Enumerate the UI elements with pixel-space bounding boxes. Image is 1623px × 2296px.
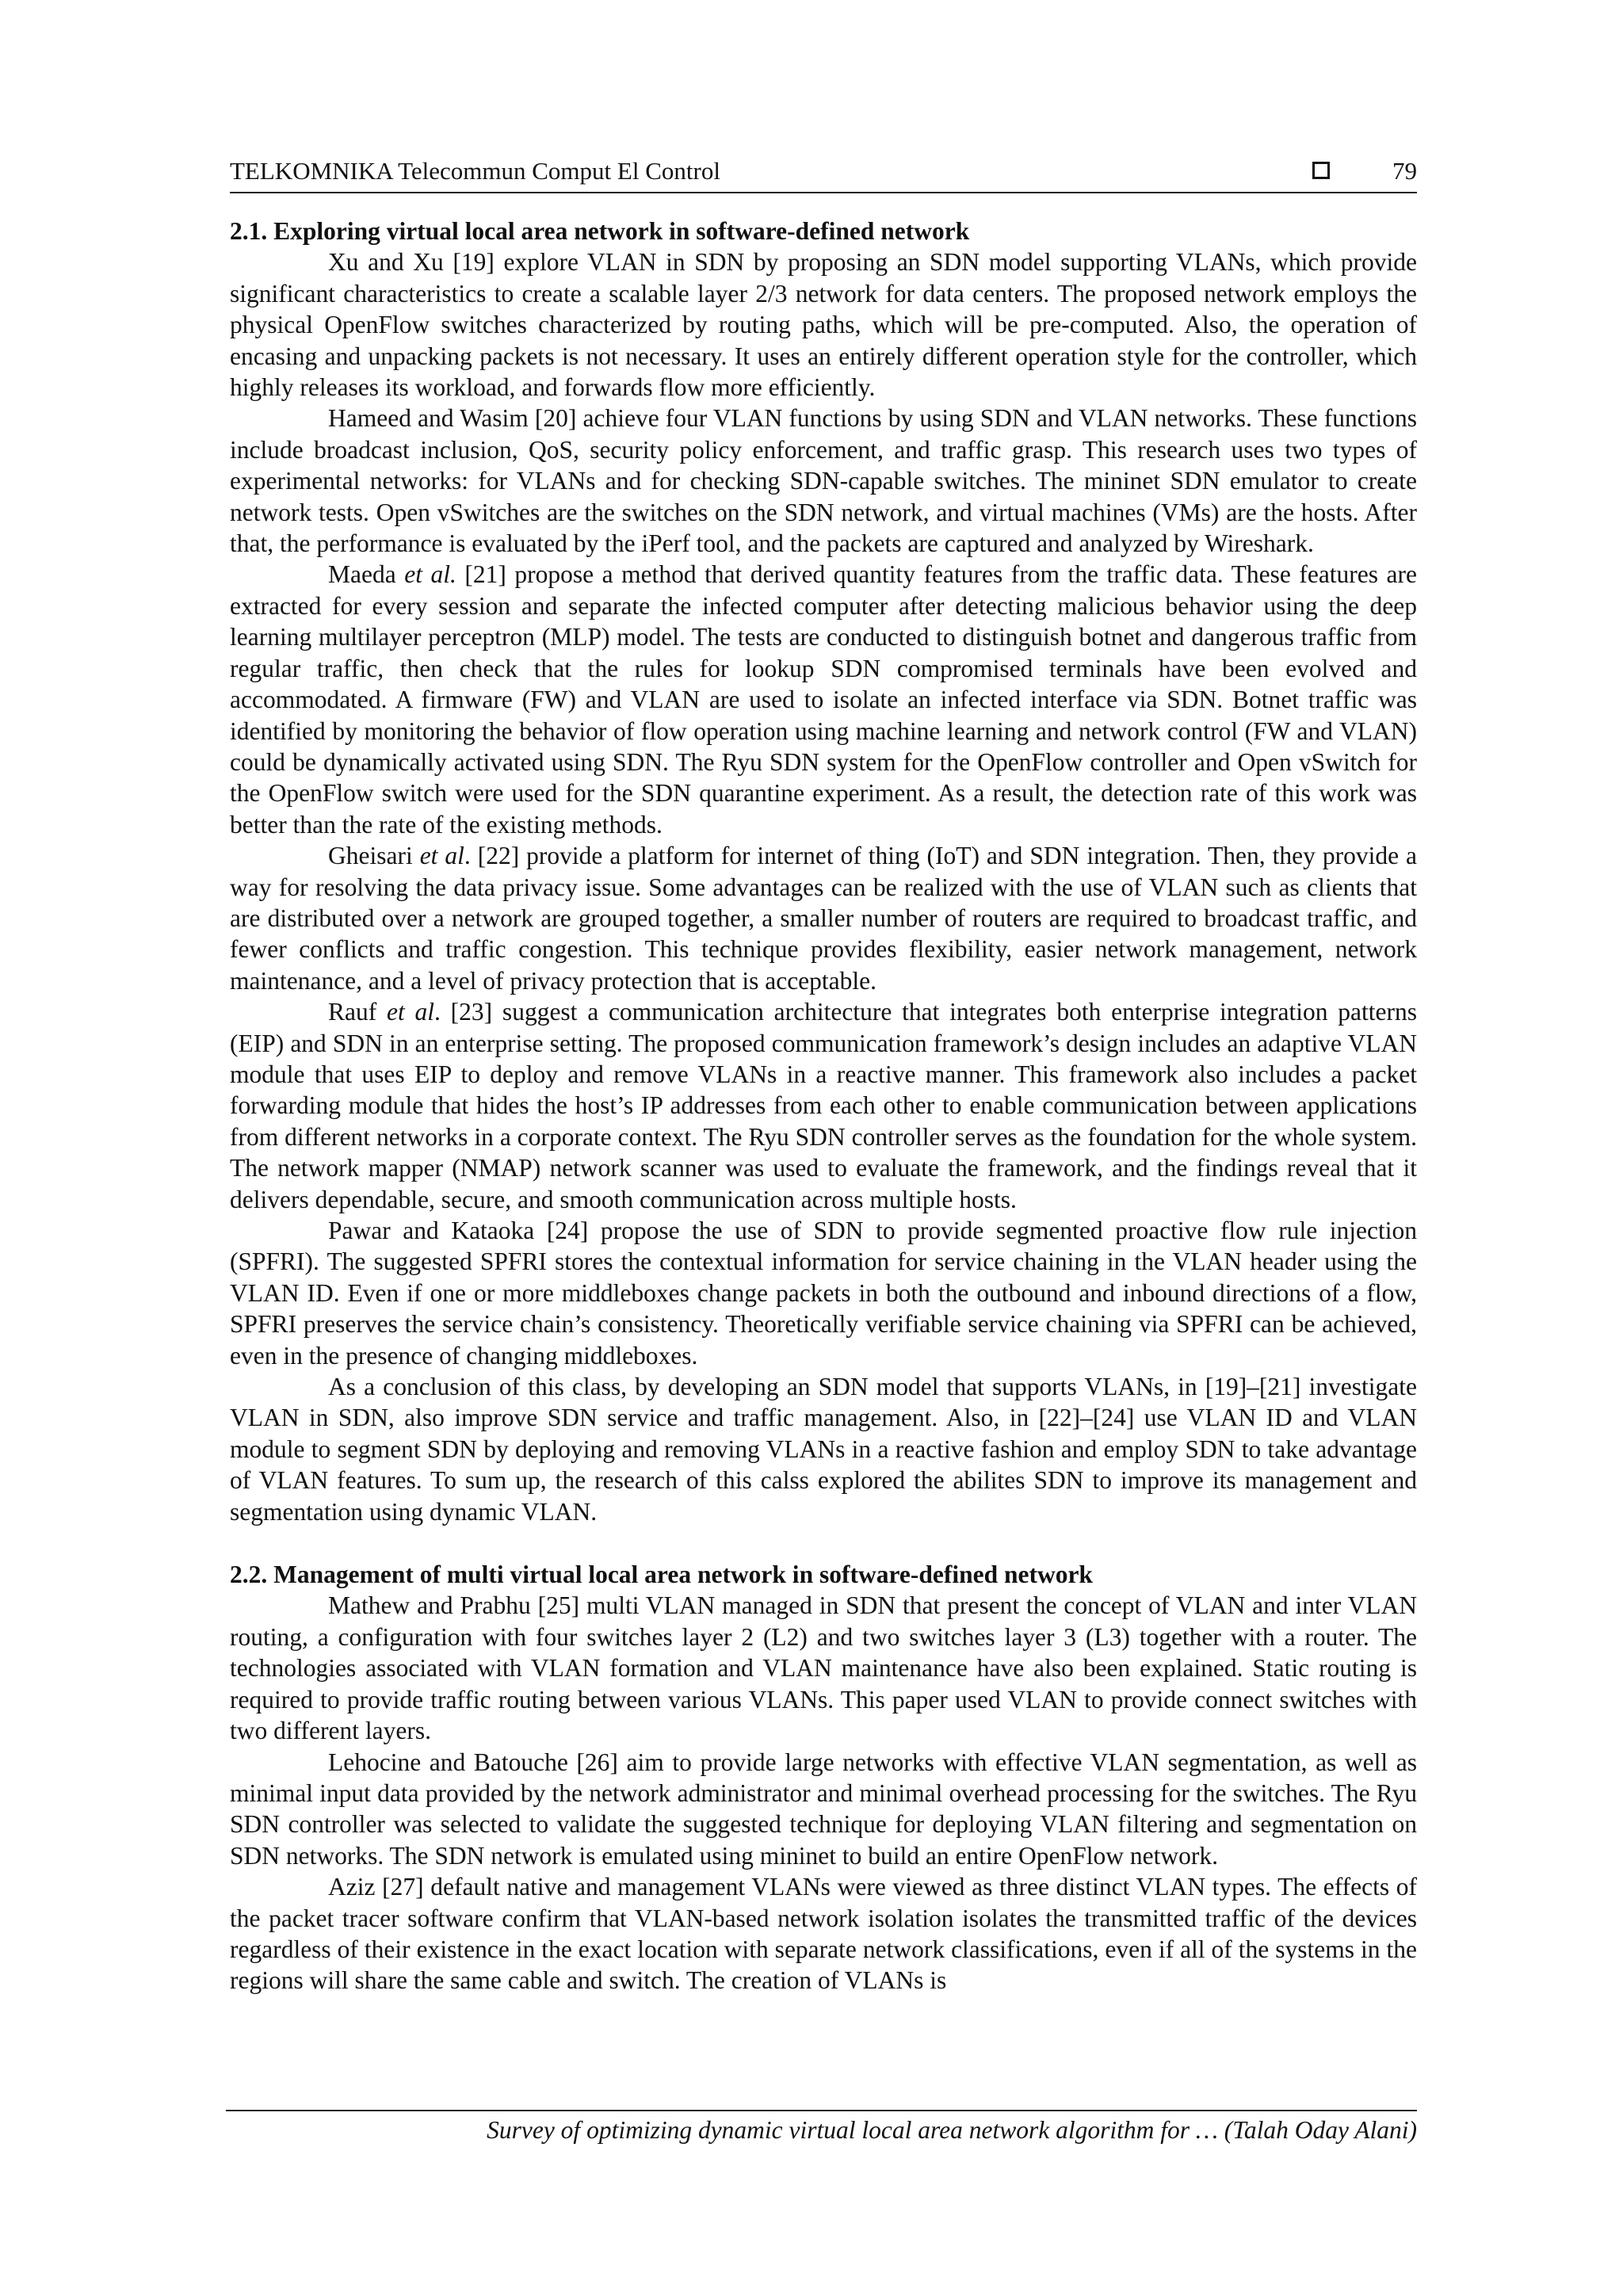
section-heading-2-2: 2.2. Management of multi virtual local area network in software-defined network — [230, 1561, 1093, 1589]
paragraph — [230, 403, 1417, 559]
journal-name: TELKOMNIKA Telecommun Comput El Control — [230, 157, 720, 185]
text-run: Rauf — [328, 998, 388, 1026]
italic-run: et al — [387, 998, 435, 1026]
section-2-2-paragraphs — [230, 1590, 1417, 1996]
text-run: Gheisari — [328, 842, 420, 870]
square-icon — [1312, 162, 1330, 179]
paragraph — [230, 1590, 1417, 1746]
paragraph — [230, 1871, 1417, 1996]
paragraph — [230, 559, 1417, 840]
running-footer: Survey of optimizing dynamic virtual local area network algorithm for … (Talah Oday Alani) — [487, 2116, 1417, 2144]
text-run: Maeda — [328, 560, 405, 589]
text-run: Mathew and Prabhu [25] multi VLAN managed in SDN that present the concept of VLAN and inter VLAN routing, a configuration with four switches layer 2 (L2) and two switches layer 3 (L3) together with a router. The technologies associated with VLAN formation and VLAN maintenance have also been explained. Static routing is required to provide traffic routing between various VLANs. This paper used VLAN to provide connect switches with two different layers. — [230, 1591, 1417, 1745]
italic-run: et al. — [404, 560, 456, 589]
paragraph — [230, 1747, 1417, 1872]
text-run: Aziz [27] default native and management VLANs were viewed as three distinct VLAN types. The effects of the packet tracer software confirm that VLAN-based network isolation isolates the transmitted traffic of the devices regardless of their existence in the exact location with separate network classifications, even if all of the systems in the regions will share the same cable and switch. The creation of VLANs is — [230, 1873, 1417, 1995]
italic-run: et al — [419, 842, 464, 870]
text-run: Pawar and Kataoka [24] propose the use of SDN to provide segmented proactive flow rule injection (SPFRI). The suggested SPFRI stores the contextual information for service chaining in the VLAN header using the VLAN ID. Even if one or more middleboxes change packets in both the outbound and inbound directions of a flow, SPFRI preserves the service chain’s consistency. Theoretically verifiable service chaining via SPFRI can be achieved, even in the presence of changing middleboxes. — [230, 1217, 1417, 1370]
text-run: . [22] provide a platform for internet of thing (IoT) and SDN integration. Then, they provide a way for resolving the data privacy issue. Some advantages can be realized with the use of VLAN such as clients that are distributed over a network are grouped together, a smaller number of routers are required to broadcast traffic, and fewer conflicts and traffic congestion. This technique provides flexibility, easier network management, network maintenance, and a level of privacy protection that is acceptable. — [230, 842, 1417, 995]
text-run: [21] propose a method that derived quantity features from the traffic data. These features are extracted for every session and separate the infected computer after detecting malicious behavior using the deep learning multilayer perceptron (MLP) model. The tests are conducted to distinguish botnet and dangerous traffic from regular traffic, then check that the rules for lookup SDN compromised terminals have been evolved and accommodated. A firmware (FW) and VLAN are used to isolate an infected interface via SDN. Botnet traffic was identified by monitoring the behavior of flow operation using machine learning and network control (FW and VLAN) could be dynamically activated using SDN. The Ryu SDN system for the OpenFlow controller and Open vSwitch for the OpenFlow switch were used for the SDN quarantine experiment. As a result, the detection rate of this work was better than the rate of the existing methods. — [230, 560, 1417, 839]
text-run: Xu and Xu [19] explore VLAN in SDN by proposing an SDN model supporting VLANs, which provide significant characteristics to create a scalable layer 2/3 network for data centers. The proposed network employs the physical OpenFlow switches characterized by routing paths, which will be pre-computed. Also, the operation of encasing and unpacking packets is not necessary. It uses an entirely different operation style for the controller, which highly releases its workload, and forwards flow more efficiently. — [230, 248, 1417, 402]
text-run: As a conclusion of this class, by developing an SDN model that supports VLANs, in [19]–[21] investigate VLAN in SDN, also improve SDN service and traffic management. Also, in [22]–[24] use VLAN ID and VLAN module to segment SDN by deploying and removing VLANs in a reactive fashion and employ SDN to take advantage of VLAN features. To sum up, the research of this calss explored the abilites SDN to improve its management and segmentation using dynamic VLAN. — [230, 1373, 1417, 1526]
paragraph — [230, 1371, 1417, 1527]
text-run: Hameed and Wasim [20] achieve four VLAN functions by using SDN and VLAN networks. These functions include broadcast inclusion, QoS, security policy enforcement, and traffic grasp. This research uses two types of experimental networks: for VLANs and for checking SDN-capable switches. The mininet SDN emulator to create network tests. Open vSwitches are the switches on the SDN network, and virtual machines (VMs) are the hosts. After that, the performance is evaluated by the iPerf tool, and the packets are captured and analyzed by Wireshark. — [230, 404, 1417, 558]
running-header — [230, 155, 1417, 193]
text-run: Lehocine and Batouche [26] aim to provide large networks with effective VLAN segmentation, as well as minimal input data provided by the network administrator and minimal overhead processing for the switches. The Ryu SDN controller was selected to validate the suggested technique for deploying VLAN filtering and segmentation on SDN networks. The SDN network is emulated using mininet to build an entire OpenFlow network. — [230, 1748, 1417, 1870]
section-2-1-paragraphs — [230, 246, 1417, 1527]
paragraph — [230, 996, 1417, 1215]
paragraph — [230, 246, 1417, 403]
paragraph — [230, 840, 1417, 996]
section-heading-2-1: 2.1. Exploring virtual local area network in software-defined network — [230, 217, 970, 245]
body-text — [230, 216, 1417, 1996]
page-number: 79 — [1392, 157, 1417, 185]
paragraph — [230, 1215, 1417, 1371]
text-run: . [23] suggest a communication architecture that integrates both enterprise integration patterns (EIP) and SDN in an enterprise setting. The proposed communication framework’s design includes an adaptive VLAN module that uses EIP to deploy and remove VLANs in a reactive manner. This framework also includes a packet forwarding module that hides the host’s IP addresses from each other to enable communication between applications from different networks in a corporate context. The Ryu SDN controller serves as the foundation for the whole system. The network mapper (NMAP) network scanner was used to evaluate the framework, and the findings reveal that it delivers dependable, secure, and smooth communication across multiple hosts. — [230, 998, 1417, 1213]
footer-rule — [226, 2110, 1417, 2111]
